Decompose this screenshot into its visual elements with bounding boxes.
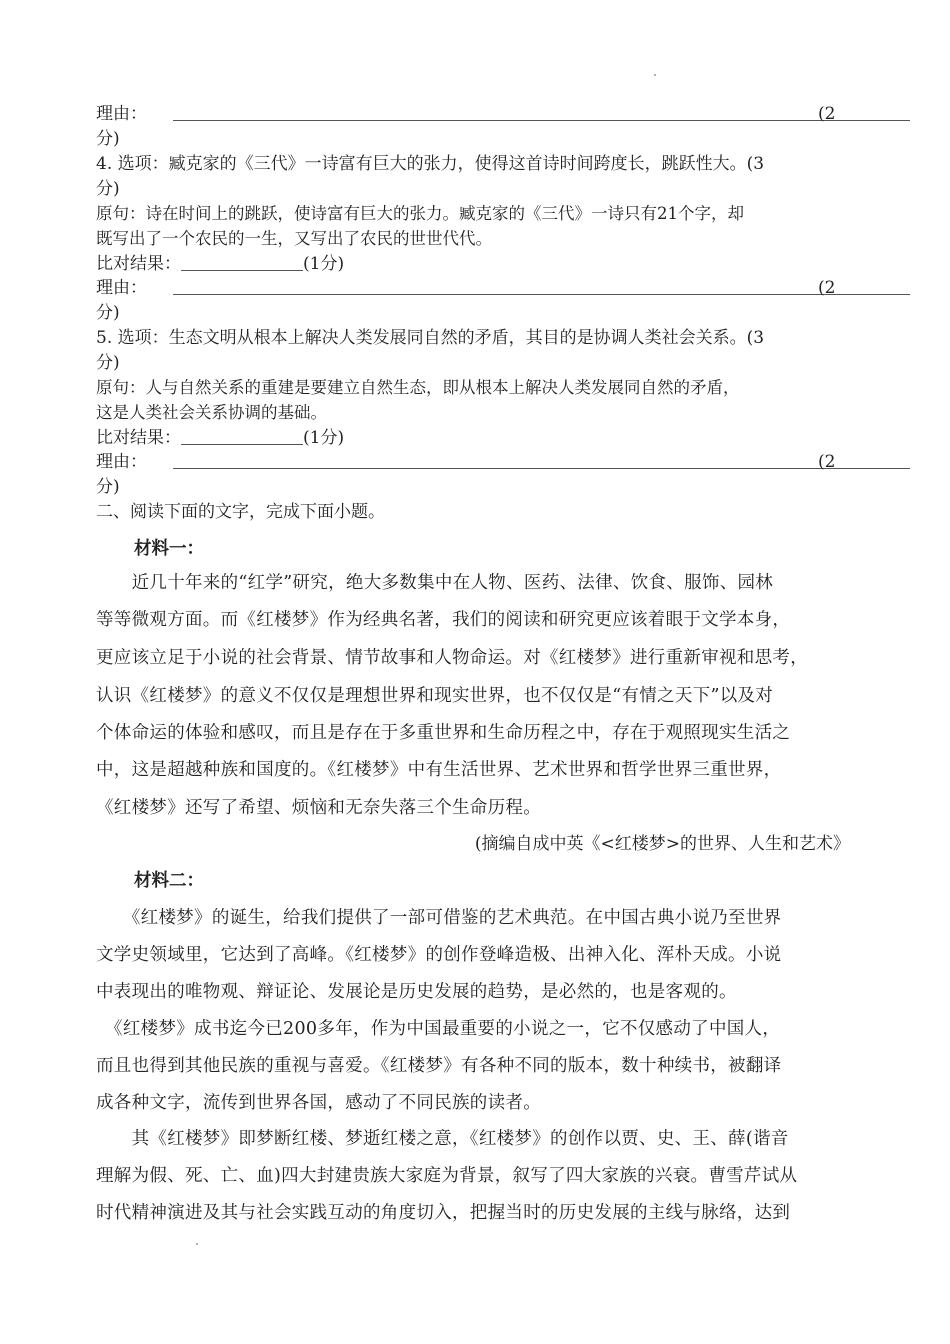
q5-option: 5. 选项：生态文明从根本上解决人类发展同自然的矛盾，其目的是协调人类社会关系。(3 — [96, 328, 765, 348]
section-2-title: 二、阅读下面的文字，完成下面小题。 — [96, 502, 385, 522]
q5-compare-points: (1分) — [303, 428, 345, 448]
q4-original-line-2: 既写出了一个农民的一生，又写出了农民的世世代代。 — [96, 229, 492, 248]
q5-reason-points-tail: 分) — [96, 477, 120, 497]
scan-dot-bottom — [196, 1243, 198, 1245]
material-1-line: 更应该立足于小说的社会背景、情节故事和人物命运。对《红楼梦》进行重新审视和思考， — [96, 648, 808, 668]
q4-reason-answer-line[interactable] — [173, 294, 910, 295]
q5-original-line-1: 原句：人与自然关系的重建是要建立自然生态，即从根本上解决人类发展同自然的矛盾， — [96, 378, 740, 397]
material-2-line: 《红楼梦》的诞生，给我们提供了一部可借鉴的艺术典范。在中国古典小说乃至世界 — [96, 908, 782, 928]
material-2-line: 其《红楼梦》即梦断红楼、梦逝红楼之意，《红楼梦》的创作以贾、史、王、薛(谐音 — [96, 1129, 789, 1149]
material-2-line: 理解为假、死、亡、血)四大封建贵族大家庭为背景，叙写了四大家族的兴衰。曹雪芹试从 — [96, 1166, 798, 1186]
material-1-line: 等等微观方面。而《红楼梦》作为经典名著，我们的阅读和研究更应该着眼于文学本身， — [96, 610, 791, 630]
q4-compare-row — [96, 253, 344, 275]
material-1-line: 认识《红楼梦》的意义不仅仅是理想世界和现实世界，也不仅仅是“有情之天下”以及对 — [96, 686, 774, 706]
q5-compare-row — [96, 427, 344, 449]
q4-compare-label: 比对结果： — [96, 254, 181, 274]
q4-compare-points: (1分) — [303, 254, 345, 274]
q3-reason-points: (2 — [818, 104, 836, 124]
material-1-line: 《红楼梦》还写了希望、烦恼和无奈失落三个生命历程。 — [96, 798, 541, 818]
material-1-source: (摘编自成中英《<红楼梦>的世界、人生和艺术》 — [474, 834, 850, 854]
q3-reason-row — [96, 103, 856, 125]
q4-original-line-1: 原句：诗在时间上的跳跃，使诗富有巨大的张力。臧克家的《三代》一诗只有21个字，却 — [96, 204, 744, 223]
material-2-line: 成各种文字，流传到世界各国，感动了不同民族的读者。 — [96, 1093, 541, 1113]
q4-option: 4. 选项：臧克家的《三代》一诗富有巨大的张力，使得这首诗时间跨度长，跳跃性大。(3 — [96, 154, 765, 174]
material-2-line: 中表现出的唯物观、辩证论、发展论是历史发展的趋势，是必然的，也是客观的。 — [96, 982, 737, 1002]
q4-reason-row — [96, 277, 856, 299]
material-2-heading: 材料二： — [134, 871, 204, 891]
material-2-line: 《红楼梦》成书迄今已200多年，作为中国最重要的小说之一，它不仅感动了中国人， — [96, 1019, 781, 1039]
material-1-heading: 材料一： — [134, 539, 204, 559]
material-2-line: 时代精神演进及其与社会实践互动的角度切入，把握当时的历史发展的主线与脉络，达到 — [96, 1203, 791, 1223]
q4-reason-points: (2 — [818, 278, 836, 298]
q3-reason-label: 理由： — [96, 104, 147, 124]
scan-dot-top — [654, 74, 656, 76]
material-1-line: 个体命运的体验和感叹，而且是存在于多重世界和生命历程之中，存在于观照现实生活之 — [96, 723, 791, 743]
q5-reason-points: (2 — [818, 452, 836, 472]
q5-reason-row — [96, 451, 856, 473]
q4-reason-label: 理由： — [96, 278, 147, 298]
q4-option-tail: 分) — [96, 179, 120, 199]
q5-compare-blank[interactable] — [181, 428, 303, 445]
q5-compare-label: 比对结果： — [96, 428, 181, 448]
q4-compare-blank[interactable] — [181, 254, 303, 271]
q5-reason-label: 理由： — [96, 452, 147, 472]
material-2-line: 而且也得到其他民族的重视与喜爱。《红楼梦》有各种不同的版本，数十种续书，被翻译 — [96, 1056, 782, 1076]
q3-reason-points-tail: 分) — [96, 129, 120, 149]
q3-reason-answer-line[interactable] — [173, 120, 910, 121]
q5-original-line-2: 这是人类社会关系协调的基础。 — [96, 403, 327, 422]
material-1-line: 中，这是超越种族和国度的。《红楼梦》中有生活世界、艺术世界和哲学世界三重世界， — [96, 760, 782, 780]
q5-option-tail: 分) — [96, 353, 120, 373]
q4-reason-points-tail: 分) — [96, 303, 120, 323]
material-1-line: 近几十年来的“红学”研究，绝大多数集中在人物、医药、法律、饮食、服饰、园林 — [96, 573, 774, 593]
q5-reason-answer-line[interactable] — [173, 468, 910, 469]
material-2-line: 文学史领域里，它达到了高峰。《红楼梦》的创作登峰造极、出神入化、浑朴天成。小说 — [96, 945, 782, 965]
